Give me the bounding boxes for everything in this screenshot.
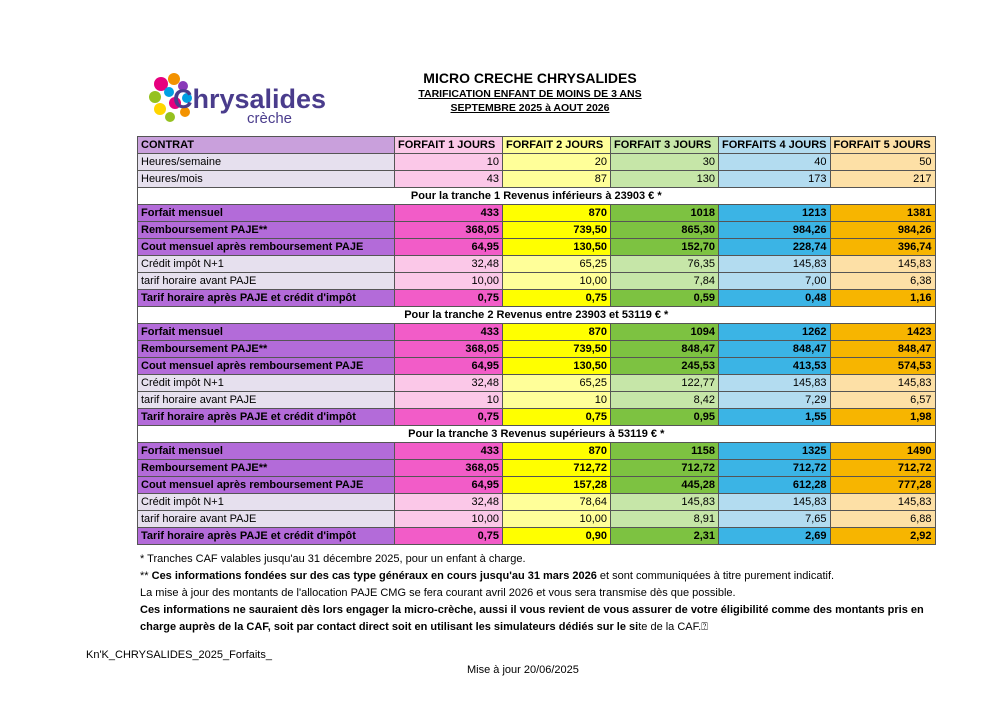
cell-value: 0,75 xyxy=(395,290,503,307)
cell-value: 2,92 xyxy=(830,528,935,545)
cell-value: 2,69 xyxy=(719,528,831,545)
row-label: Forfait mensuel xyxy=(138,443,395,460)
cell-value: 145,83 xyxy=(719,375,831,392)
cell-value: 10,00 xyxy=(503,511,611,528)
cell-value: 217 xyxy=(830,171,935,188)
cell-value: 10,00 xyxy=(503,273,611,290)
cell-value: 145,83 xyxy=(719,256,831,273)
cell-value: 0,75 xyxy=(503,409,611,426)
cell-value: 7,00 xyxy=(719,273,831,290)
row-label: Remboursement PAJE** xyxy=(138,222,395,239)
cell-value: 130,50 xyxy=(503,358,611,375)
row-label: Crédit impôt N+1 xyxy=(138,494,395,511)
section-title: Pour la tranche 2 Revenus entre 23903 et 53119 € * xyxy=(138,307,936,324)
cell-value: 8,91 xyxy=(611,511,719,528)
section-header-row xyxy=(138,307,936,324)
footer-update-date: Mise à jour 20/06/2025 xyxy=(467,664,579,676)
cell-value: 848,47 xyxy=(611,341,719,358)
table-row xyxy=(138,239,936,256)
title-block xyxy=(330,70,730,115)
table-row xyxy=(138,341,936,358)
row-label: tarif horaire avant PAJE xyxy=(138,392,395,409)
cell-value: 413,53 xyxy=(719,358,831,375)
row-label: Tarif horaire après PAJE et crédit d'impôt xyxy=(138,290,395,307)
cell-value: 30 xyxy=(611,154,719,171)
cell-value: 40 xyxy=(719,154,831,171)
note-disclaimer: Ces informations ne sauraient dès lors engager la micro-crèche, aussi il vous revient de vous assurer de votre éligibilité comme des montants pris en charge auprès de la CAF, soit par contact direct soit en utilisant les simulateurs dédiés sur le site de la CAF.⍰ xyxy=(140,604,924,633)
cell-value: 848,47 xyxy=(830,341,935,358)
cell-value: 173 xyxy=(719,171,831,188)
cell-value: 65,25 xyxy=(503,375,611,392)
column-header-forfait-4: FORFAITS 4 JOURS xyxy=(719,137,831,154)
cell-value: 152,70 xyxy=(611,239,719,256)
cell-value: 0,75 xyxy=(395,528,503,545)
table-row xyxy=(138,392,936,409)
table-row xyxy=(138,443,936,460)
cell-value: 64,95 xyxy=(395,477,503,494)
cell-value: 712,72 xyxy=(719,460,831,477)
cell-value: 1213 xyxy=(719,205,831,222)
cell-value: 32,48 xyxy=(395,256,503,273)
cell-value: 0,59 xyxy=(611,290,719,307)
cell-value: 78,64 xyxy=(503,494,611,511)
cell-value: 984,26 xyxy=(719,222,831,239)
cell-value: 122,77 xyxy=(611,375,719,392)
cell-value: 574,53 xyxy=(830,358,935,375)
cell-value: 228,74 xyxy=(719,239,831,256)
cell-value: 739,50 xyxy=(503,222,611,239)
tarif-table xyxy=(137,136,936,545)
note-update: La mise à jour des montants de l'allocation PAJE CMG se fera courant avril 2026 et vous sera transmise dès que possible. xyxy=(140,587,736,599)
cell-value: 1094 xyxy=(611,324,719,341)
row-label: Remboursement PAJE** xyxy=(138,460,395,477)
cell-value: 145,83 xyxy=(830,375,935,392)
svg-text:crèche: crèche xyxy=(247,110,293,127)
cell-value: 1423 xyxy=(830,324,935,341)
cell-value: 145,83 xyxy=(719,494,831,511)
cell-value: 10 xyxy=(395,392,503,409)
cell-value: 1,16 xyxy=(830,290,935,307)
row-label: Cout mensuel après remboursement PAJE xyxy=(138,239,395,256)
cell-value: 64,95 xyxy=(395,239,503,256)
section-header-row xyxy=(138,188,936,205)
cell-value: 0,75 xyxy=(503,290,611,307)
cell-value: 245,53 xyxy=(611,358,719,375)
page-subtitle-2: SEPTEMBRE 2025 à AOUT 2026 xyxy=(450,102,610,114)
table-row xyxy=(138,477,936,494)
cell-value: 1490 xyxy=(830,443,935,460)
row-label: Forfait mensuel xyxy=(138,324,395,341)
row-label: Cout mensuel après remboursement PAJE xyxy=(138,477,395,494)
cell-value: 64,95 xyxy=(395,358,503,375)
table-row xyxy=(138,494,936,511)
table-row xyxy=(138,409,936,426)
column-header-forfait-3: FORFAIT 3 JOURS xyxy=(611,137,719,154)
row-label: Crédit impôt N+1 xyxy=(138,256,395,273)
page-subtitle-1: TARIFICATION ENFANT DE MOINS DE 3 ANS xyxy=(418,88,642,100)
table-row xyxy=(138,205,936,222)
note-info: ** Ces informations fondées sur des cas type généraux en cours jusqu'au 31 mars 2026 et sont communiquées à titre purement indicatif. xyxy=(140,570,835,582)
cell-value: 777,28 xyxy=(830,477,935,494)
section-title: Pour la tranche 1 Revenus inférieurs à 23903 € * xyxy=(138,188,936,205)
table-row xyxy=(138,460,936,477)
cell-value: 870 xyxy=(503,443,611,460)
svg-text:Chrysalides: Chrysalides xyxy=(173,84,327,114)
notes xyxy=(140,551,940,636)
note-tranches: * Tranches CAF valables jusqu'au 31 décembre 2025, pour un enfant à charge. xyxy=(140,553,526,565)
row-label: Heures/mois xyxy=(138,171,395,188)
cell-value: 10 xyxy=(503,392,611,409)
table-header-row xyxy=(138,137,936,154)
cell-value: 712,72 xyxy=(503,460,611,477)
cell-value: 7,65 xyxy=(719,511,831,528)
table-row xyxy=(138,222,936,239)
cell-value: 145,83 xyxy=(611,494,719,511)
cell-value: 865,30 xyxy=(611,222,719,239)
cell-value: 10,00 xyxy=(395,511,503,528)
row-label: Tarif horaire après PAJE et crédit d'impôt xyxy=(138,528,395,545)
cell-value: 870 xyxy=(503,205,611,222)
cell-value: 368,05 xyxy=(395,222,503,239)
table-row xyxy=(138,171,936,188)
section-title: Pour la tranche 3 Revenus supérieurs à 53119 € * xyxy=(138,426,936,443)
chrysalides-logo xyxy=(143,70,328,130)
cell-value: 32,48 xyxy=(395,494,503,511)
page-title: MICRO CRECHE CHRYSALIDES xyxy=(423,70,637,86)
table-row xyxy=(138,358,936,375)
cell-value: 1,55 xyxy=(719,409,831,426)
column-header-forfait-2: FORFAIT 2 JOURS xyxy=(503,137,611,154)
column-header-contrat: CONTRAT xyxy=(138,137,395,154)
cell-value: 433 xyxy=(395,324,503,341)
footer-filename: Kn'K_CHRYSALIDES_2025_Forfaits_ xyxy=(86,649,272,661)
cell-value: 0,90 xyxy=(503,528,611,545)
row-label: Cout mensuel après remboursement PAJE xyxy=(138,358,395,375)
cell-value: 130,50 xyxy=(503,239,611,256)
column-header-forfait-5: FORFAIT 5 JOURS xyxy=(830,137,935,154)
cell-value: 145,83 xyxy=(830,494,935,511)
cell-value: 0,75 xyxy=(395,409,503,426)
cell-value: 712,72 xyxy=(611,460,719,477)
cell-value: 130 xyxy=(611,171,719,188)
cell-value: 8,42 xyxy=(611,392,719,409)
cell-value: 2,31 xyxy=(611,528,719,545)
row-label: Tarif horaire après PAJE et crédit d'impôt xyxy=(138,409,395,426)
cell-value: 0,48 xyxy=(719,290,831,307)
cell-value: 76,35 xyxy=(611,256,719,273)
table-row xyxy=(138,511,936,528)
cell-value: 6,57 xyxy=(830,392,935,409)
cell-value: 433 xyxy=(395,443,503,460)
column-header-forfait-1: FORFAIT 1 JOURS xyxy=(395,137,503,154)
cell-value: 1158 xyxy=(611,443,719,460)
cell-value: 870 xyxy=(503,324,611,341)
cell-value: 10,00 xyxy=(395,273,503,290)
section-header-row xyxy=(138,426,936,443)
cell-value: 984,26 xyxy=(830,222,935,239)
cell-value: 6,38 xyxy=(830,273,935,290)
row-label: tarif horaire avant PAJE xyxy=(138,511,395,528)
cell-value: 368,05 xyxy=(395,341,503,358)
row-label: Forfait mensuel xyxy=(138,205,395,222)
row-label: Crédit impôt N+1 xyxy=(138,375,395,392)
cell-value: 1018 xyxy=(611,205,719,222)
cell-value: 433 xyxy=(395,205,503,222)
cell-value: 1,98 xyxy=(830,409,935,426)
cell-value: 50 xyxy=(830,154,935,171)
row-label: Heures/semaine xyxy=(138,154,395,171)
cell-value: 1262 xyxy=(719,324,831,341)
cell-value: 7,84 xyxy=(611,273,719,290)
cell-value: 739,50 xyxy=(503,341,611,358)
row-label: tarif horaire avant PAJE xyxy=(138,273,395,290)
table-row xyxy=(138,290,936,307)
table-row xyxy=(138,256,936,273)
cell-value: 20 xyxy=(503,154,611,171)
cell-value: 87 xyxy=(503,171,611,188)
table-row xyxy=(138,154,936,171)
cell-value: 612,28 xyxy=(719,477,831,494)
cell-value: 7,29 xyxy=(719,392,831,409)
table-row xyxy=(138,324,936,341)
cell-value: 445,28 xyxy=(611,477,719,494)
table-row xyxy=(138,273,936,290)
cell-value: 712,72 xyxy=(830,460,935,477)
cell-value: 396,74 xyxy=(830,239,935,256)
table-row xyxy=(138,375,936,392)
cell-value: 65,25 xyxy=(503,256,611,273)
cell-value: 43 xyxy=(395,171,503,188)
cell-value: 32,48 xyxy=(395,375,503,392)
row-label: Remboursement PAJE** xyxy=(138,341,395,358)
table-row xyxy=(138,528,936,545)
cell-value: 368,05 xyxy=(395,460,503,477)
cell-value: 6,88 xyxy=(830,511,935,528)
cell-value: 10 xyxy=(395,154,503,171)
cell-value: 157,28 xyxy=(503,477,611,494)
cell-value: 145,83 xyxy=(830,256,935,273)
cell-value: 0,95 xyxy=(611,409,719,426)
cell-value: 1325 xyxy=(719,443,831,460)
cell-value: 1381 xyxy=(830,205,935,222)
cell-value: 848,47 xyxy=(719,341,831,358)
